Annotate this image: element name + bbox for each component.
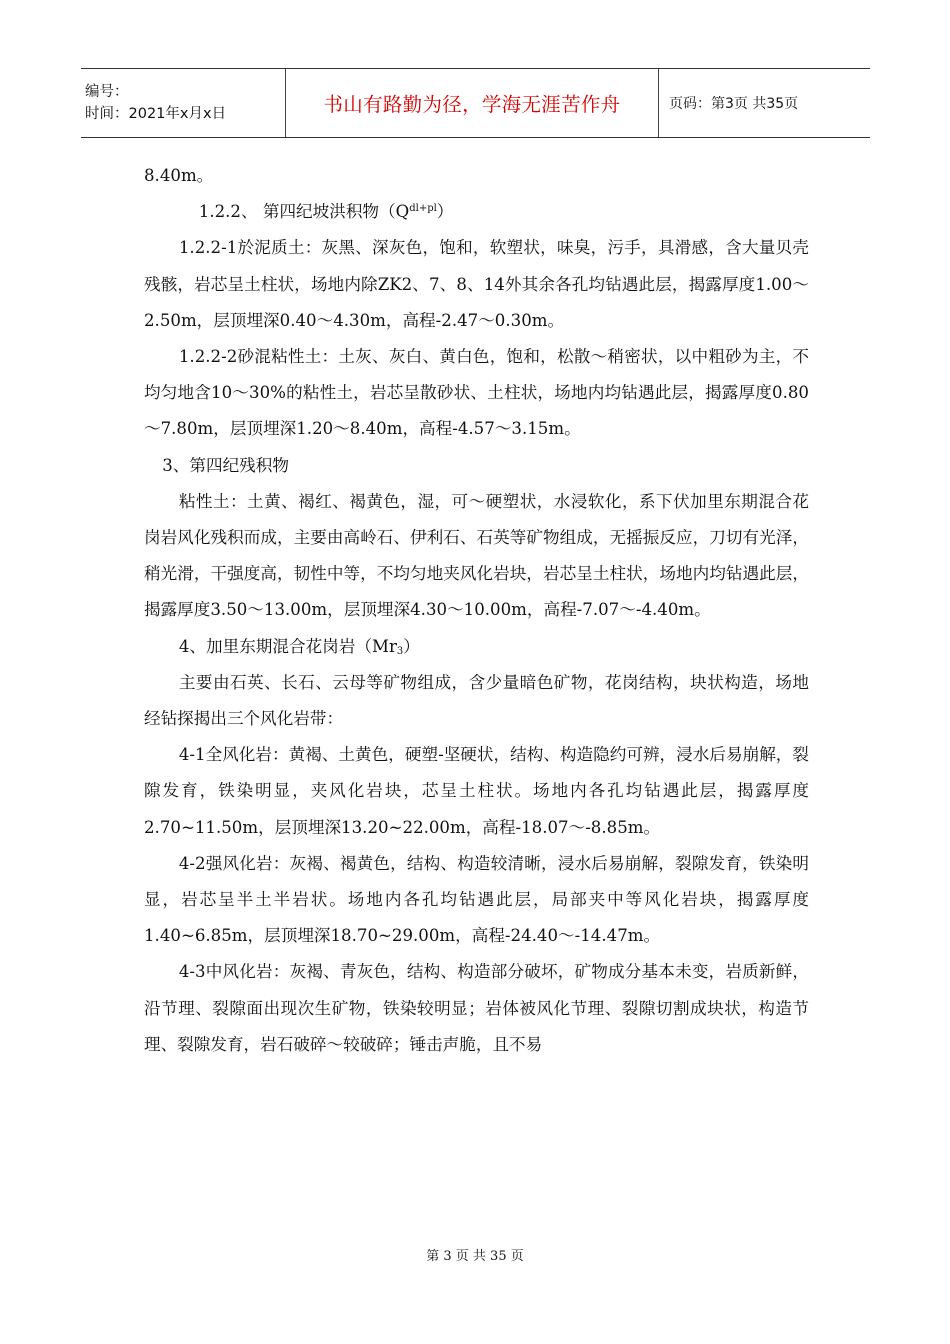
paragraph: 1.2.2-1於泥质土：灰黑、深灰色，饱和，软塑状，味臭，污手，具滑感，含大量贝壳残骸，岩芯呈土柱状，场地内除ZK2、7、8、14外其余各孔均钻遇此层，揭露厚度1.00～2.50m，层顶埋深0.40～4.30m，高程-2.47～0.30m。 — [144, 238, 809, 330]
paragraph: 4-1全风化岩：黄褐、土黄色，硬塑-坚硬状，结构、构造隐约可辨，浸水后易崩解，裂隙发育，铁染明显，夹风化岩块，芯呈土柱状。场地内各孔均钻遇此层，揭露厚度2.70~11.50m，层顶埋深13.20~22.00m，高程-18.07～-8.85m。 — [144, 745, 809, 837]
paragraph: 8.40m。 — [144, 166, 214, 185]
paragraph: 主要由石英、长石、云母等矿物组成，含少量暗色矿物，花岗结构，块状构造，场地经钻探揭出三个风化岩带： — [144, 672, 809, 729]
page-footer: 第 3 页 共 35 页 — [426, 1249, 524, 1264]
heading-text: 4、加里东期混合花岗岩（Mr — [178, 636, 397, 656]
heading-close: ） — [436, 202, 454, 222]
header-page-label: 页码：第3页 共35页 — [669, 96, 799, 112]
document-header — [81, 68, 870, 138]
paragraph: 4-3中风化岩：灰褐、青灰色，结构、构造部分破坏，矿物成分基本未变，岩质新鲜，沿节理、裂隙面出现次生矿物，铁染较明显；岩体被风化节理、裂隙切割成块状，构造节理、裂隙发育，岩石破碎～较破碎；锤击声脆，且不易 — [144, 962, 809, 1054]
heading-subscript: 3 — [396, 645, 404, 657]
paragraph: 1.2.2-2砂混粘性土：土灰、灰白、黄白色，饱和，松散～稍密状，以中粗砂为主，不均匀地含10～30%的粘性土，岩芯呈散砂状、土柱状，场地内均钻遇此层，揭露厚度0.80～7.80m，层顶埋深1.20～8.40m，高程-4.57～3.15m。 — [144, 347, 809, 439]
paragraph: 粘性土：土黄、褐红、褐黄色，湿，可～硬塑状，水浸软化，系下伏加里东期混合花岗岩风化残积而成，主要由高岭石、伊利石、石英等矿物组成，无摇振反应，刀切有光泽，稍光滑，干强度高，韧性中等，不均匀地夹风化岩块，岩芯呈土柱状，场地内均钻遇此层，揭露厚度3.50～13.00m，层顶埋深4.30～10.00m，高程-7.07～-4.40m。 — [144, 491, 809, 620]
document-body — [144, 158, 809, 1063]
header-motto: 书山有路勤为径，学海无涯苦作舟 — [285, 69, 659, 137]
header-number-label: 编号： — [85, 84, 129, 100]
section-heading-3: 3、第四纪残积物 — [162, 455, 289, 475]
section-heading-1-2-2 — [144, 194, 809, 230]
paragraph: 4-2强风化岩：灰褐、褐黄色，结构、构造较清晰，浸水后易崩解，裂隙发育，铁染明显，岩芯呈半土半岩状。场地内各孔均钻遇此层，局部夹中等风化岩块，揭露厚度1.40~6.85m，层顶埋深18.70~29.00m，高程-24.40～-14.47m。 — [144, 853, 809, 946]
heading-close: ） — [403, 636, 420, 656]
header-time-label: 时间：2021年x月x日 — [85, 106, 227, 122]
heading-text: 1.2.2、 第四纪坡洪积物（Q — [198, 202, 410, 222]
section-heading-4 — [144, 629, 809, 665]
header-meta — [81, 69, 285, 137]
heading-superscript: dl+pl — [409, 203, 437, 215]
